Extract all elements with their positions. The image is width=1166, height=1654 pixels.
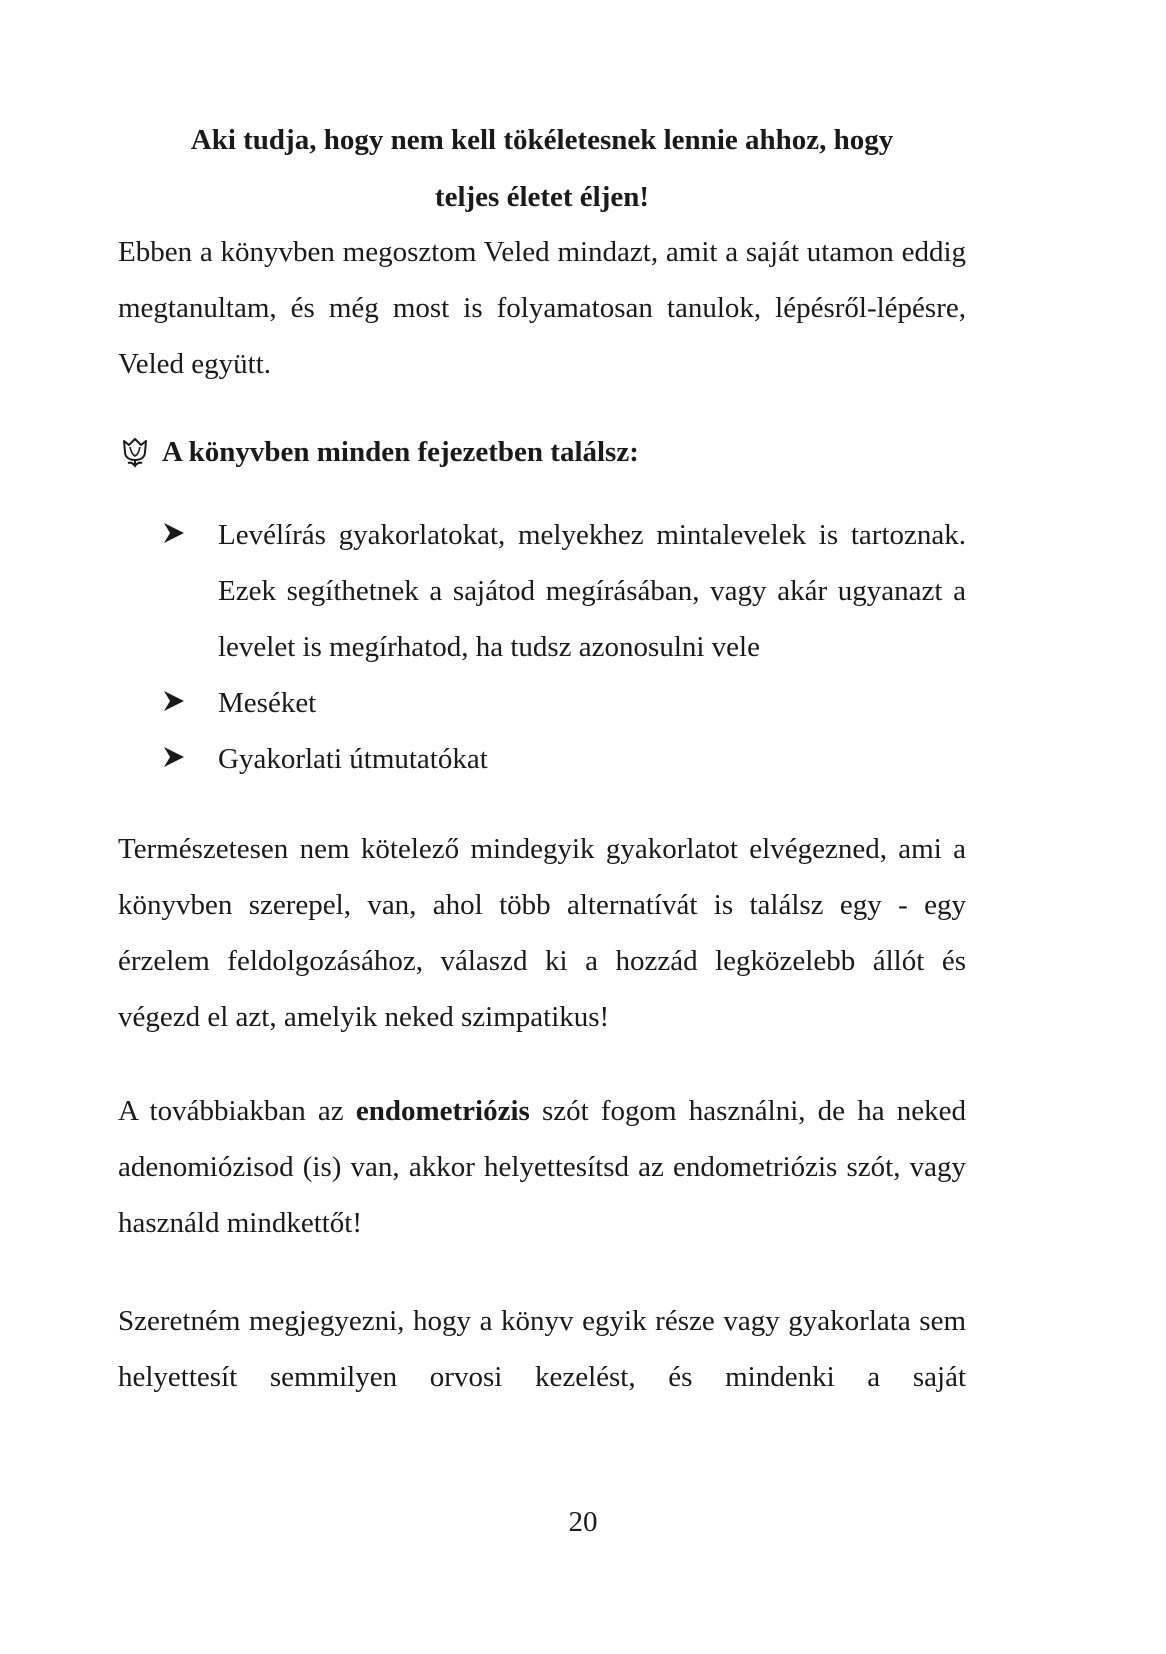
exercise-list (160, 507, 966, 787)
intro-paragraph: Ebben a könyvben megosztom Veled mindazt, amit a saját utamon eddig megtanultam, és még most is folyamatosan tanulok, lépésről-lépésre, Veled együtt. (118, 236, 966, 380)
tulip-icon (118, 435, 152, 469)
page-heading (118, 112, 966, 226)
term-paragraph (118, 1083, 966, 1251)
arrow-bullet-icon (162, 745, 186, 769)
page-number: 20 (568, 1506, 598, 1538)
heading-line-1: Aki tudja, hogy nem kell tökéletesnek lennie ahhoz, hogy (190, 124, 894, 156)
arrow-bullet-icon (162, 521, 186, 545)
list-item (160, 675, 966, 731)
section-heading (118, 432, 639, 472)
list-item-text: Meséket (218, 687, 317, 719)
list-item-text: Levélírás gyakorlatokat, melyekhez mintalevelek is tartoznak. Ezek segíthetnek a sajátod megírásában, vagy akár ugyanazt a levelet is megírhatod, ha tudsz azonosulni vele (218, 519, 966, 663)
arrow-bullet-icon (162, 689, 186, 713)
heading-line-2: teljes életet éljen! (434, 181, 650, 213)
note-paragraph: Szeretném megjegyezni, hogy a könyv egyik része vagy gyakorlata sem helyettesít semmilyen orvosi kezelést, és mindenki a saját (118, 1305, 966, 1393)
list-item-text: Gyakorlati útmutatókat (218, 743, 488, 775)
list-item (160, 731, 966, 787)
section-title: A könyvben minden fejezetben találsz: (162, 436, 639, 468)
exercises-paragraph: Természetesen nem kötelező mindegyik gyakorlatot elvégezned, ami a könyvben szerepel, van, ahol több alternatívát is találsz egy - egy érzelem feldolgozásához, válaszd ki a hozzád legközelebb állót és végezd el azt, amelyik neked szimpatikus! (118, 833, 966, 1033)
term-bold: endometriózis (355, 1095, 530, 1127)
list-item (160, 507, 966, 675)
term-text-before: A továbbiakban az (118, 1095, 356, 1127)
term-text-after: szót fogom használni, de ha neked adenomiózisod (is) van, akkor helyettesítsd az endometriózis szót, vagy használd mindkettőt! (118, 1095, 966, 1239)
